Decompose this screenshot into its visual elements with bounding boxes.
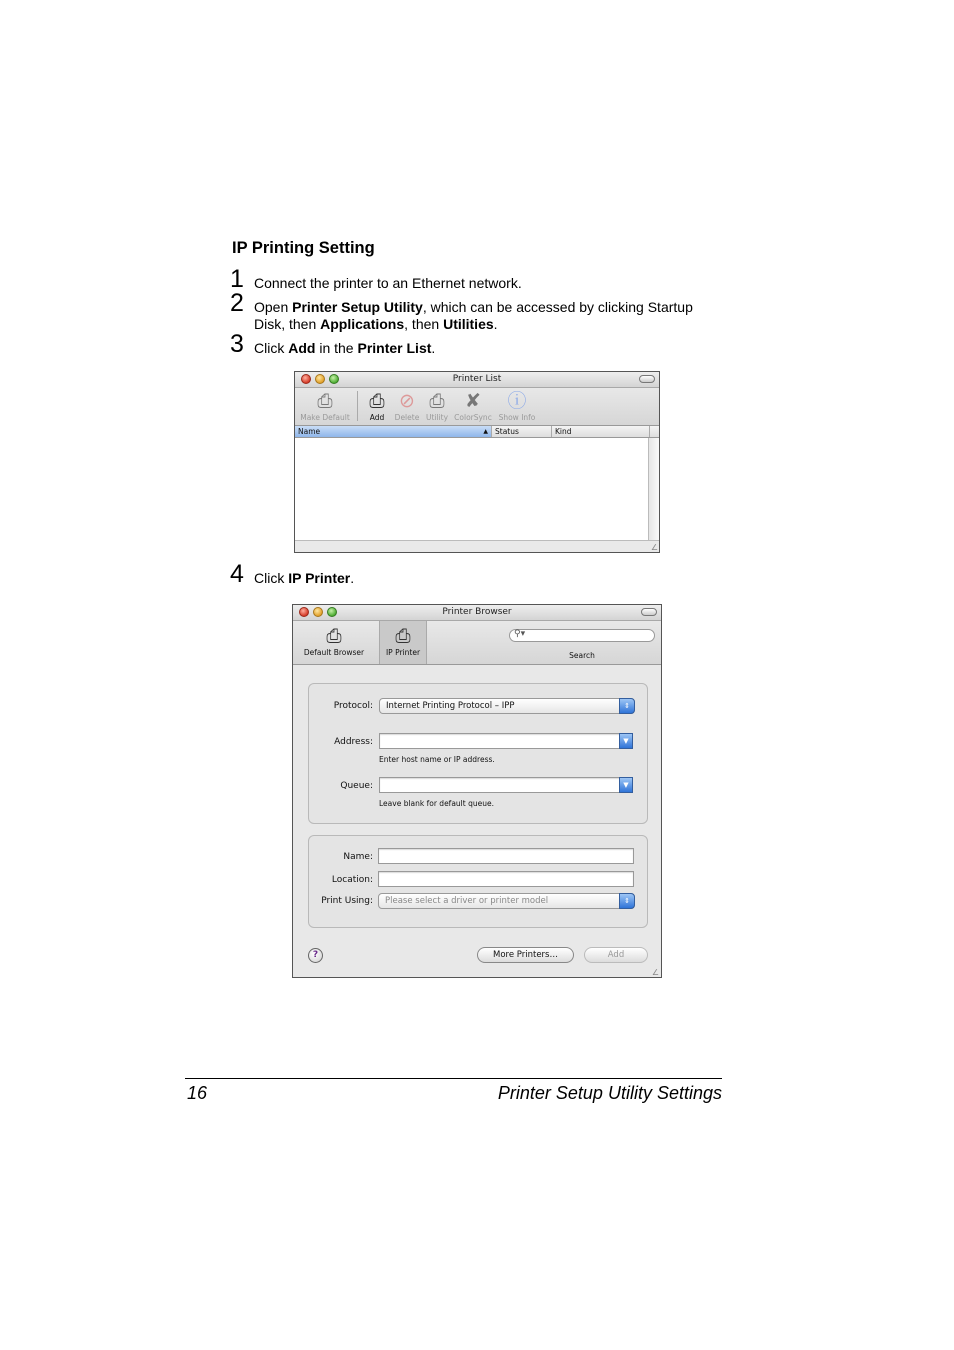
close-icon[interactable] [301, 374, 311, 384]
toolbar-toggle-button[interactable] [641, 608, 657, 616]
step-3-number: 3 [230, 330, 244, 358]
default-browser-icon: ⎙ [326, 625, 342, 647]
printer-browser-titlebar [293, 605, 661, 621]
step-2-number: 2 [230, 289, 244, 317]
info-icon: ⓘ [507, 390, 527, 412]
add-button[interactable]: Add [584, 947, 648, 963]
help-icon[interactable]: ? [308, 948, 323, 963]
updown-arrows-icon: ⇕ [619, 698, 635, 714]
location-field[interactable] [378, 871, 634, 887]
address-hint: Enter host name or IP address. [379, 755, 495, 764]
footer-rule [185, 1078, 722, 1079]
printer-list-titlebar [295, 372, 659, 388]
printer-browser-toolbar [293, 621, 661, 665]
queue-hint: Leave blank for default queue. [379, 799, 494, 808]
step-1-number: 1 [230, 265, 244, 293]
chevron-down-icon[interactable]: ▼ [619, 733, 633, 749]
minimize-icon[interactable] [315, 374, 325, 384]
search-field[interactable] [509, 629, 655, 642]
minimize-icon[interactable] [313, 607, 323, 617]
address-field[interactable] [379, 733, 633, 749]
search-label: Search [569, 651, 595, 660]
add-printer-icon: ⎙ [369, 390, 385, 412]
column-header-name[interactable]: Name ▲ [295, 426, 492, 437]
location-label: Location: [331, 875, 373, 885]
printer-icon: ⎙ [317, 390, 333, 412]
more-printers-button[interactable]: More Printers… [477, 947, 574, 963]
zoom-icon[interactable] [329, 374, 339, 384]
toolbar-toggle-button[interactable] [639, 375, 655, 383]
address-label: Address: [334, 737, 373, 747]
connection-settings-group [308, 683, 648, 824]
name-label: Name: [343, 852, 373, 862]
window-title: Printer List [452, 374, 502, 384]
window-title: Printer Browser [442, 607, 512, 617]
column-header-kind[interactable]: Kind [552, 426, 650, 437]
printer-list-toolbar [295, 388, 659, 426]
add-button[interactable]: ⎙ Add [363, 389, 391, 422]
step-2-text: Open Printer Setup Utility, which can be accessed by clicking Startup Disk, then Applications, then Utilities. [254, 299, 693, 332]
colorsync-button[interactable]: ✘ ColorSync [454, 390, 492, 422]
queue-field[interactable] [379, 777, 633, 793]
colorsync-icon: ✘ [465, 390, 481, 412]
protocol-select[interactable]: Internet Printing Protocol – IPP ⇕ [379, 698, 635, 714]
printer-list-table[interactable] [295, 438, 659, 542]
step-4-number: 4 [230, 560, 244, 588]
step-1-text: Connect the printer to an Ethernet network. [254, 275, 522, 291]
zoom-icon[interactable] [327, 607, 337, 617]
name-field[interactable] [378, 848, 634, 864]
protocol-label: Protocol: [333, 701, 373, 711]
resize-grip-icon[interactable]: ∠ [651, 968, 659, 977]
utility-button[interactable]: ⎙ Utility [423, 389, 451, 422]
search-icon: ⚲▾ [514, 629, 526, 639]
delete-icon: ⊘ [399, 390, 415, 412]
vertical-scrollbar[interactable] [648, 438, 659, 542]
print-using-label: Print Using: [321, 896, 373, 906]
horizontal-scrollbar[interactable] [295, 540, 659, 552]
footer-title: Printer Setup Utility Settings [497, 1083, 722, 1103]
column-header-row [295, 426, 659, 438]
delete-button[interactable]: ⊘ Delete [394, 390, 420, 422]
chevron-down-icon[interactable]: ▼ [619, 777, 633, 793]
step-3-text: Click Add in the Printer List. [254, 340, 436, 356]
section-heading: IP Printing Setting [232, 239, 375, 257]
step-4-text: Click IP Printer. [254, 570, 355, 586]
column-header-status[interactable]: Status [492, 426, 552, 437]
queue-label: Queue: [340, 781, 373, 791]
resize-grip-icon[interactable]: ∠ [650, 543, 658, 552]
default-browser-button[interactable]: ⎙ Default Browser [297, 624, 371, 657]
ip-printer-icon: ⎙ [395, 625, 411, 647]
printer-list-window [294, 371, 660, 553]
ip-printer-button[interactable]: ⎙ IP Printer [379, 621, 427, 664]
utility-icon: ⎙ [429, 390, 445, 412]
make-default-button[interactable]: ⎙ Make Default [300, 390, 350, 422]
show-info-button[interactable]: ⓘ Show Info [498, 390, 536, 422]
page-number: 16 [187, 1083, 208, 1103]
printer-browser-window [292, 604, 662, 978]
updown-arrows-icon: ⇕ [619, 893, 635, 909]
printer-details-group [308, 835, 648, 928]
close-icon[interactable] [299, 607, 309, 617]
print-using-select[interactable]: Please select a driver or printer model ⇕ [378, 893, 635, 909]
sort-ascending-icon: ▲ [483, 428, 488, 435]
